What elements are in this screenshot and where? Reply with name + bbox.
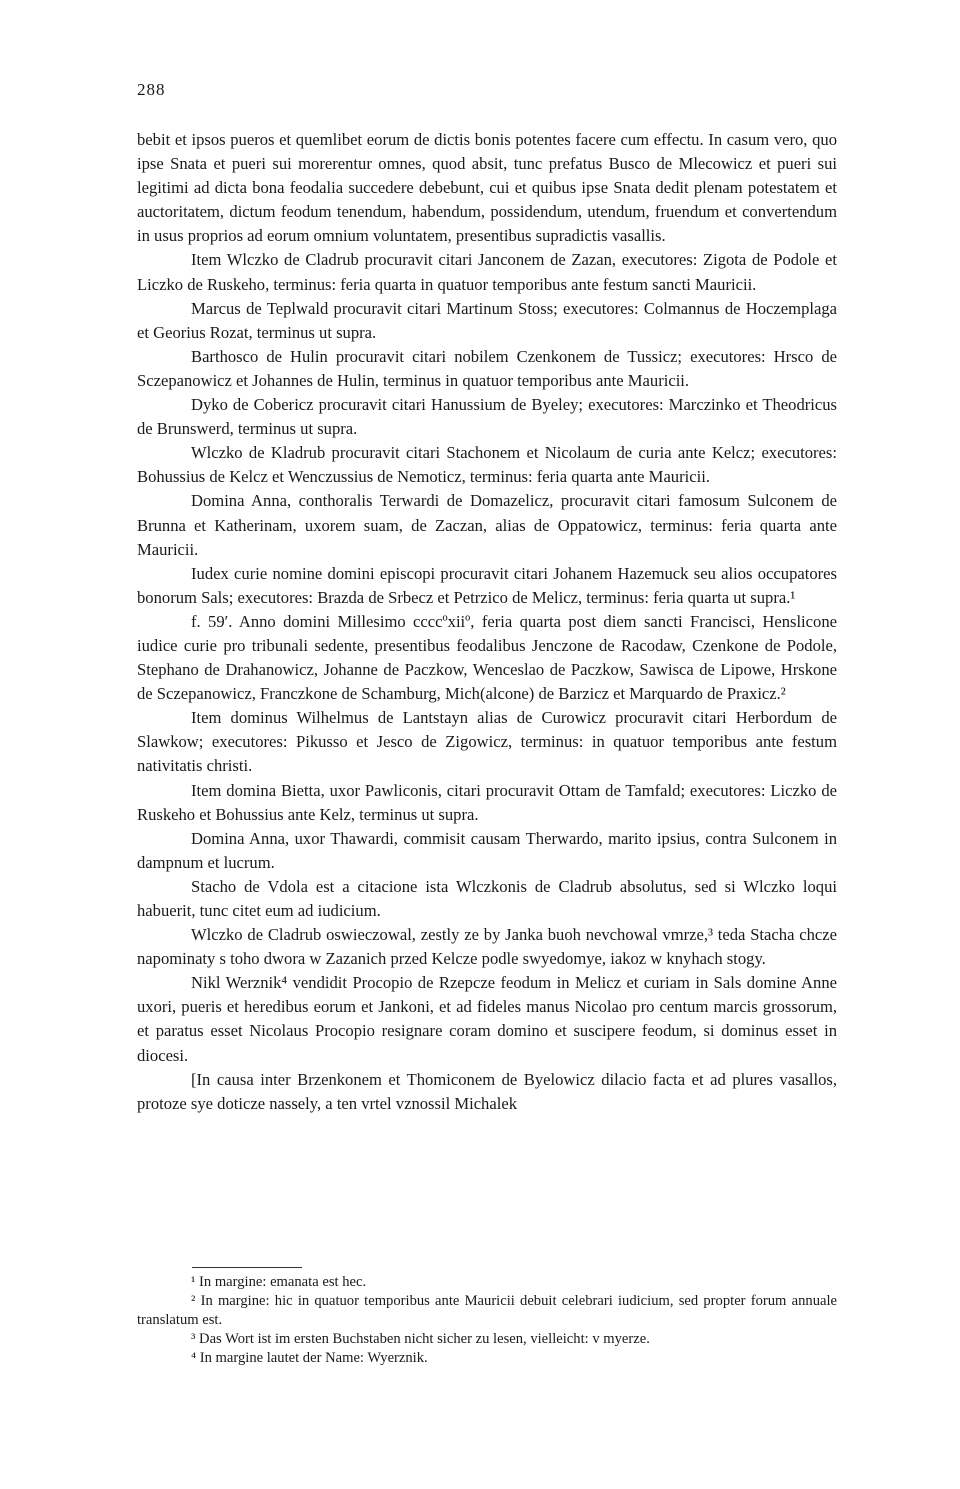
paragraph: Item Wlczko de Cladrub procuravit citari Janconem de Zazan, executores: Zigota de Podole et Liczko de Ruskeho, terminus: feria quarta in quatuor temporibus ante festum sancti Mauricii. — [137, 250, 837, 294]
footnote-divider — [192, 1267, 302, 1268]
paragraph: Barthosco de Hulin procuravit citari nobilem Czenkonem de Tussicz; executores: Hrsco de Sczepanowicz et Johannes de Hulin, terminus in quatuor temporibus ante Mauricii. — [137, 346, 837, 390]
paragraph: f. 59ʹ. Anno domini Millesimo ccccºxiiº, feria quarta post diem sancti Francisci, Henslicone iudice curie pro tribunali sedente, presentibus feodalibus Jenczone de Racodaw, Czenkone de Podole, Stephano de Drahanowicz, Johanne de Paczkow, Wenceslao de Paczkow, Sawisca de Lipowe, Hrskone de Sczepanowicz, Franczkone de Schamburg, Mich(alcone) de Barzicz et Marquardo de Praxicz.² — [137, 611, 837, 704]
footnotes — [137, 1273, 837, 1368]
paragraph: Marcus de Teplwald procuravit citari Martinum Stoss; executores: Colmannus de Hoczemplaga et Georius Rozat, terminus ut supra. — [137, 298, 837, 342]
footnote: ³ Das Wort ist im ersten Buchstaben nicht sicher zu lesen, vielleicht: v myerze. — [191, 1331, 650, 1347]
paragraph: Nikl Werznik⁴ vendidit Procopio de Rzepcze feodum in Melicz et curiam in Sals domine Anne uxori, pueris et heredibus eorum et Jankoni, et ad fideles manus Nicolao pro centum marcis grossorum, et paratus esset Nicolaus Procopio resignare coram domino et suscipere feodum, si dominus esset in diocesi. — [137, 973, 837, 1065]
paragraph: Dyko de Cobericz procuravit citari Hanussium de Byeley; executores: Marczinko et Theodricus de Brunswerd, terminus ut supra. — [137, 395, 837, 439]
footnote: ² In margine: hic in quatuor temporibus ante Mauricii debuit celebrari iudicium, sed propter forum annuale translatum est. — [137, 1293, 837, 1328]
paragraph: Domina Anna, conthoralis Terwardi de Domazelicz, procuravit citari famosum Sulconem de Brunna et Katherinam, uxorem suam, de Zaczan, alias de Oppatowicz, terminus: feria quarta ante Mauricii. — [137, 491, 837, 559]
page-number: 288 — [137, 80, 166, 99]
paragraph: [In causa inter Brzenkonem et Thomiconem de Byelowicz dilacio facta et ad plures vasallos, protoze sye doticze nassely, a ten vrtel vznossil Michalek — [137, 1069, 837, 1113]
paragraph: Stacho de Vdola est a citacione ista Wlczkonis de Cladrub absolutus, sed si Wlczko loqui habuerit, tunc citet eum ad iudicium. — [137, 876, 837, 920]
paragraph: bebit et ipsos pueros et quemlibet eorum de dictis bonis potentes facere cum effectu. In casum vero, quo ipse Snata et pueri sui morerentur omnes, quod absit, tunc prefatus Busco de Mlecowicz et pueri sui legitimi ad dicta bona feodalia succedere debebunt, cui et quibus ipse Snata dedit plenam potestatem et auctoritatem, dictum feodum tenendum, habendum, possidendum, utendum, fruendum et convertendum in usus proprios ad eorum omnium voluntatem, presentibus supradictis vasallis. — [137, 130, 837, 246]
paragraph: Iudex curie nomine domini episcopi procuravit citari Johanem Hazemuck seu alios occupatores bonorum Sals; executores: Brazda de Srbecz et Petrzico de Melicz, terminus: feria quarta ut supra.¹ — [137, 563, 837, 607]
paragraph: Domina Anna, uxor Thawardi, commisit causam Therwardo, marito ipsius, contra Sulconem in dampnum et lucrum. — [137, 828, 837, 872]
paragraph: Wlczko de Kladrub procuravit citari Stachonem et Nicolaum de curia ante Kelcz; executores: Bohussius de Kelcz et Wenczussius de Nemoticz, terminus: feria quarta ante Mauricii. — [137, 443, 837, 487]
paragraph: Item domina Bietta, uxor Pawliconis, citari procuravit Ottam de Tamfald; executores: Liczko de Ruskeho et Bohussius ante Kelz, terminus ut supra. — [137, 780, 837, 824]
paragraph: Item dominus Wilhelmus de Lantstayn alias de Curowicz procuravit citari Herbordum de Slawkow; executores: Pikusso et Jesco de Zigowicz, terminus: in quatuor temporibus ante festum nativitatis christi. — [137, 708, 837, 776]
footnote: ¹ In margine: emanata est hec. — [191, 1274, 367, 1290]
main-text — [137, 128, 837, 1116]
paragraph: Wlczko de Cladrub oswieczowal, zestly ze by Janka buoh nevchowal vmrze,³ teda Stacha chcze napominaty s toho dwora w Zazanich przed Kelcze podle swyedomye, iakoz w knyhach stogy. — [137, 925, 837, 969]
footnote: ⁴ In margine lautet der Name: Wyerznik. — [191, 1350, 428, 1366]
